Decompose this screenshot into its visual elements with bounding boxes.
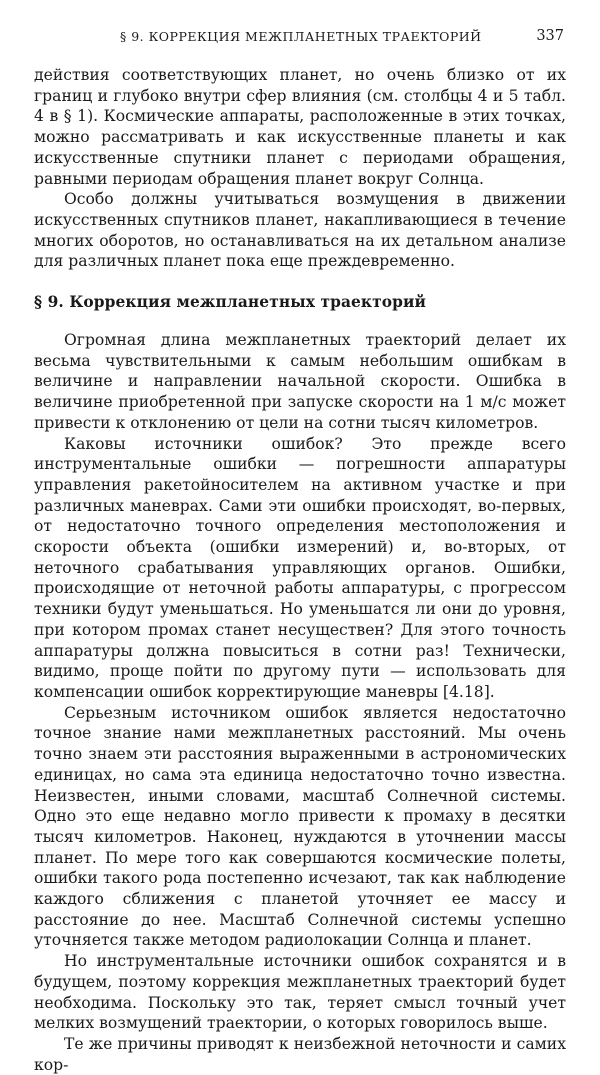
running-title: § 9. КОРРЕКЦИЯ МЕЖПЛАНЕТНЫХ ТРАЕКТОРИЙ	[120, 29, 482, 44]
paragraph: Каковы источники ошибок? Это прежде всего инструментальные ошибки — погрешности аппаратуры управления ракетойносителем на активном участке и при различных маневрах. Сами эти ошибки происходят, во-первых, от недостаточно точного определения местоположения и скорости объекта (ошибки измерений) и, во-вторых, от неточного срабатывания управляющих органов. Ошибки, происходящие от неточной работы аппаратуры, с прогрессом техники будут уменьшаться. Но уменьшатся ли они до уровня, при котором промах станет несуществен? Для этого точность аппаратуры должна повыситься в сотни раз! Технически, видимо, проще пойти по другому пути — использовать для компенсации ошибок корректирующие маневры [4.18].	[34, 434, 566, 701]
paragraph: Огромная длина межпланетных траекторий делает их весьма чувствительными к самым небольшим ошибкам в величине и направлении начальной скорости. Ошибка в величине приобретенной при запуске скорости на 1 м/с может привести к отклонению от цели на сотни тысяч километров.	[34, 331, 566, 432]
paragraph-continuation: действия соответствующих планет, но очень близко от их границ и глубоко внутри сфер влияния (см. столбцы 4 и 5 табл. 4 в § 1). Космические аппараты, расположенные в этих точках, можно рассматривать и как искусственные планеты и как искусственные спутники планет с периодами обращения, равными периодам обращения планет вокруг Солнца.	[34, 66, 566, 188]
paragraph-last-line: Те же причины приводят к неизбежной неточности и самих кор-	[34, 1034, 566, 1074]
running-head	[32, 25, 564, 47]
page-number: 337	[536, 28, 564, 44]
paragraph: Но инструментальные источники ошибок сохранятся и в будущем, поэтому коррекция межпланетных траекторий будет необходима. Поскольку это так, теряет смысл точный учет мелких возмущений траектории, о которых говорилось выше.	[34, 952, 566, 1033]
paragraph: Особо должны учитываться возмущения в движении искусственных спутников планет, накапливающиеся в течение многих оборотов, но останавливаться на их детальном анализе для различных планет пока еще преждевременно.	[34, 190, 566, 271]
section-heading: § 9. Коррекция межпланетных траекторий	[34, 293, 427, 312]
paragraph: Серьезным источником ошибок является недостаточно точное знание нами межпланетных расстояний. Мы очень точно знаем эти расстояния выраженными в астрономических единицах, но сама эта единица недостаточно точно известна. Неизвестен, иными словами, масштаб Солнечной системы. Одно это еще недавно могло привести к промаху в десятки тысяч километров. Наконец, нуждаются в уточнении массы планет. По мере того как совершаются космические полеты, ошибки такого рода постепенно исчезают, так как наблюдение каждого сближения с планетой уточняет ее массу и расстояние до нее. Масштаб Солнечной системы успешно уточняется также методом радиолокации Солнца и планет.	[34, 703, 566, 950]
body-text	[34, 65, 566, 1075]
